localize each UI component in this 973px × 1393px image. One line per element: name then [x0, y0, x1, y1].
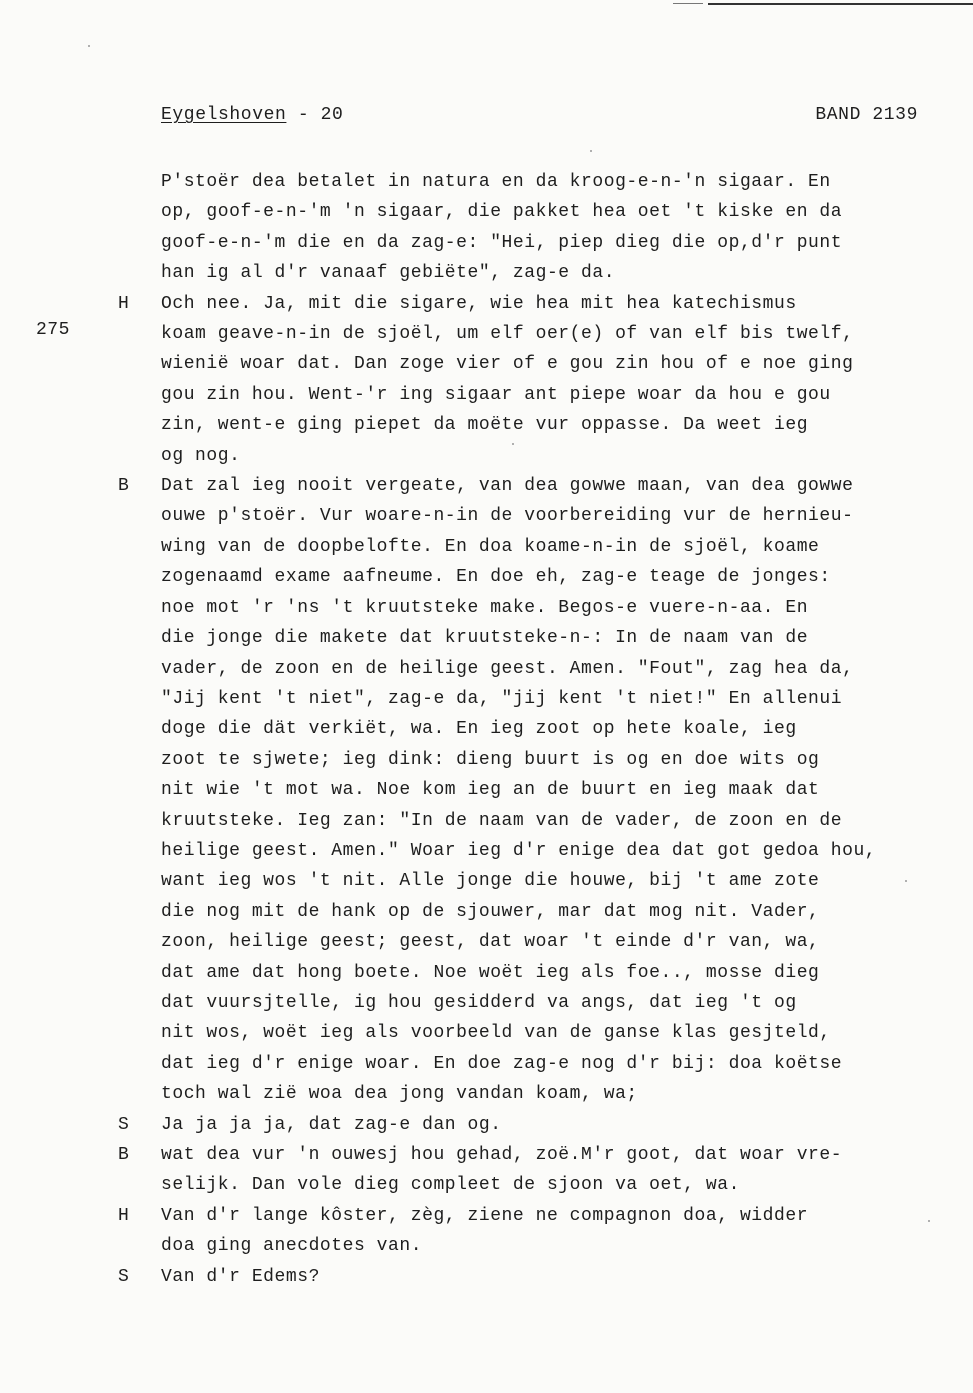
- speaker-label: B: [118, 476, 130, 497]
- transcript-line: zoot te sjwete; ieg dink: dieng buurt is og en doe wits og: [161, 749, 820, 770]
- transcript-line: goof-e-n-'m die en da zag-e: "Hei, piep dieg die op,d'r punt: [161, 232, 843, 253]
- header-page-number: - 20: [286, 105, 344, 125]
- transcript-line: toch wal zië woa dea jong vandan koam, wa;: [161, 1084, 638, 1105]
- transcript-line: koam geave-n-in de sjoël, um elf oer(e) of van elf bis twelf,: [161, 324, 854, 345]
- transcript-line: Ja ja ja ja, dat zag-e dan og.: [161, 1114, 502, 1135]
- transcript-line: zogenaamd exame aafneume. En doe eh, zag-e teage de jonges:: [161, 567, 831, 588]
- transcript-line: zin, went-e ging piepet da moëte vur oppasse. Da weet ieg: [161, 415, 809, 436]
- transcript-line: noe mot 'r 'ns 't kruutsteke make. Begos-e vuere-n-aa. En: [161, 597, 809, 618]
- transcript-line: wienië woar dat. Dan zoge vier of e gou zin hou of e noe ging: [161, 354, 854, 375]
- transcript-body: [118, 167, 948, 1292]
- transcript-line: doge die dät verkiët, wa. En ieg zoot op hete koale, ieg: [161, 719, 797, 740]
- speaker-label: B: [118, 1145, 130, 1165]
- scan-speck: [928, 1220, 930, 1222]
- transcript-line: dat ieg d'r enige woar. En doe zag-e nog d'r bij: doa koëtse: [161, 1053, 843, 1074]
- transcript-line: Van d'r Edems?: [161, 1266, 320, 1287]
- page-header: [161, 105, 918, 135]
- transcript-paragraph: [118, 289, 948, 471]
- transcript-line: zoon, heilige geest; geest, dat woar 't einde d'r van, wa,: [161, 932, 820, 953]
- margin-line-number: 275: [36, 320, 70, 340]
- speaker-label: S: [118, 1114, 130, 1135]
- speaker-label: H: [118, 1205, 130, 1226]
- transcript-line: op, goof-e-n-'m 'n sigaar, die pakket hea oet 't kiske en da: [161, 202, 843, 223]
- transcript-line: wing van de doopbelofte. En doa koame-n-in de sjoël, koame: [161, 536, 820, 557]
- transcript-line: doa ging anecdotes van.: [161, 1236, 423, 1257]
- transcript-paragraph: [118, 1262, 948, 1292]
- transcript-line: wat dea vur 'n ouwesj hou gehad, zoë.M'r goot, dat woar vre-: [161, 1145, 843, 1165]
- transcript-line: nit wie 't mot wa. Noe kom ieg an de buurt en ieg maak dat: [161, 780, 820, 801]
- header-left: [161, 105, 343, 125]
- transcript-line: vader, de zoon en de heilige geest. Amen. "Fout", zag hea da,: [161, 658, 854, 679]
- speaker-label: S: [118, 1266, 130, 1287]
- transcript-line: ouwe p'stoër. Vur woare-n-in de voorbereiding vur de hernieu-: [161, 506, 854, 527]
- transcript-line: "Jij kent 't niet", zag-e da, "jij kent 't niet!" En allenui: [161, 688, 843, 709]
- transcript-line: Dat zal ieg nooit vergeate, van dea gowwe maan, van dea gowwe: [161, 476, 854, 497]
- transcript-line: die nog mit de hank op de sjouwer, mar dat mog nit. Vader,: [161, 901, 820, 922]
- transcript-paragraph: [118, 1201, 948, 1262]
- top-edge-mark: [708, 3, 973, 5]
- transcript-line: selijk. Dan vole dieg compleet de sjoon va oet, wa.: [161, 1175, 740, 1196]
- transcript-paragraph: [118, 1110, 948, 1140]
- transcript-line: Van d'r lange kôster, zèg, ziene ne compagnon doa, widder: [161, 1205, 809, 1226]
- transcript-line: kruutsteke. Ieg zan: "In de naam van de vader, de zoon en de: [161, 810, 843, 831]
- transcript-line: P'stoër dea betalet in natura en da kroog-e-n-'n sigaar. En: [161, 172, 831, 192]
- scan-speck: [88, 45, 90, 47]
- speaker-label: H: [118, 293, 130, 314]
- transcript-paragraph: [118, 167, 948, 289]
- top-edge-mark-short: [673, 3, 703, 4]
- header-place: Eygelshoven: [161, 105, 287, 125]
- transcript-paragraph: [118, 1140, 948, 1201]
- transcript-line: want ieg wos 't nit. Alle jonge die houwe, bij 't ame zote: [161, 871, 820, 892]
- transcript-line: dat ame dat hong boete. Noe woët ieg als foe.., mosse dieg: [161, 962, 820, 983]
- transcript-line: die jonge die makete dat kruutsteke-n-: In de naam van de: [161, 628, 809, 649]
- header-band: BAND 2139: [815, 105, 918, 125]
- transcript-line: han ig al d'r vanaaf gebiëte", zag-e da.: [161, 263, 616, 284]
- transcript-line: dat vuursjtelle, ig hou gesidderd va angs, dat ieg 't og: [161, 992, 797, 1013]
- transcript-paragraph: [118, 471, 948, 1110]
- transcript-line: heilige geest. Amen." Woar ieg d'r enige dea dat got gedoa hou,: [161, 840, 877, 861]
- scan-speck: [905, 880, 907, 882]
- scan-speck: [590, 150, 592, 152]
- scan-speck: [512, 443, 514, 445]
- transcript-line: nit wos, woët ieg als voorbeeld van de ganse klas gesjteld,: [161, 1023, 831, 1044]
- transcript-line: og nog.: [161, 445, 241, 466]
- transcript-line: Och nee. Ja, mit die sigare, wie hea mit hea katechismus: [161, 293, 797, 314]
- transcript-line: gou zin hou. Went-'r ing sigaar ant piepe woar da hou e gou: [161, 384, 831, 405]
